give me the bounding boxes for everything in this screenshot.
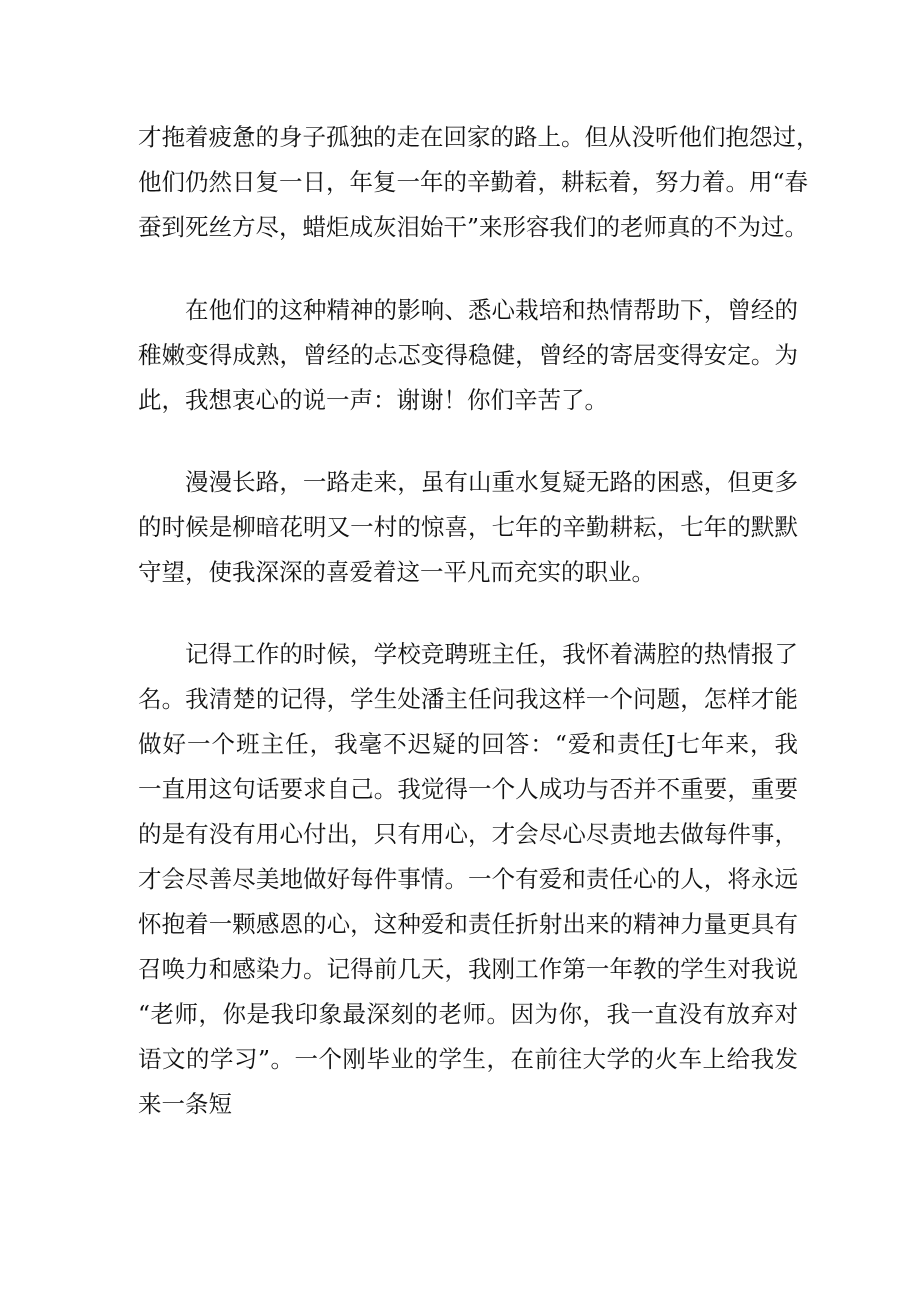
paragraph-line: 做好一个班主任，我毫不迟疑的回答：“爱和责任J七年来，我 (138, 730, 798, 758)
paragraph-3 (138, 460, 798, 595)
paragraph-line: 此，我想衷心的说一声：谢谢！你们辛苦了。 (138, 386, 608, 414)
paragraph-2 (138, 288, 798, 423)
paragraph-line: 的是有没有用心付出，只有用心，才会尽心尽责地去做每件事， (138, 820, 798, 848)
paragraph-line: 名。我清楚的记得，学生处潘主任问我这样一个问题，怎样才能 (138, 685, 798, 713)
paragraph-line: 漫漫长路，一路走来，虽有山重水复疑无路的困惑，但更多 (185, 468, 798, 496)
paragraph-1 (138, 115, 820, 250)
paragraph-line: 在他们的这种精神的影响、悉心栽培和热情帮助下，曾经的 (185, 296, 798, 324)
paragraph-line: “老师，你是我印象最深刻的老师。因为你，我一直没有放弃对 (138, 1000, 798, 1028)
paragraph-line: 稚嫩变得成熟，曾经的忐忑变得稳健，曾经的寄居变得安定。为 (138, 341, 798, 369)
paragraph-line: 怀抱着一颗感恩的心，这种爱和责任折射出来的精神力量更具有 (138, 910, 798, 938)
paragraph-line: 记得工作的时候，学校竞聘班主任，我怀着满腔的热情报了 (185, 640, 798, 668)
paragraph-line: 一直用这句话要求自己。我觉得一个人成功与否并不重要，重要 (138, 775, 798, 803)
paragraph-line: 召唤力和感染力。记得前几天，我刚工作第一年教的学生对我说 (138, 955, 798, 983)
paragraph-line: 蚕到死丝方尽，蜡炬成灰泪始干”来形容我们的老师真的不为过。 (138, 213, 809, 241)
paragraph-line: 的时候是柳暗花明又一村的惊喜，七年的辛勤耕耘，七年的默默 (138, 513, 798, 541)
paragraph-4 (138, 632, 798, 1127)
paragraph-line: 守望，使我深深的喜爱着这一平凡而充实的职业。 (138, 558, 655, 586)
paragraph-line: 语文的学习”。一个刚毕业的学生，在前往大学的火车上给我发 (138, 1045, 798, 1073)
paragraph-line: 他们仍然日复一日，年复一年的辛勤着，耕耘着，努力着。用“春 (138, 168, 809, 196)
paragraph-line: 来一条短 (138, 1090, 232, 1118)
paragraph-line: 才拖着疲惫的身子孤独的走在回家的路上。但从没听他们抱怨过， (138, 123, 820, 151)
paragraph-line: 才会尽善尽美地做好每件事情。一个有爱和责任心的人，将永远 (138, 865, 798, 893)
